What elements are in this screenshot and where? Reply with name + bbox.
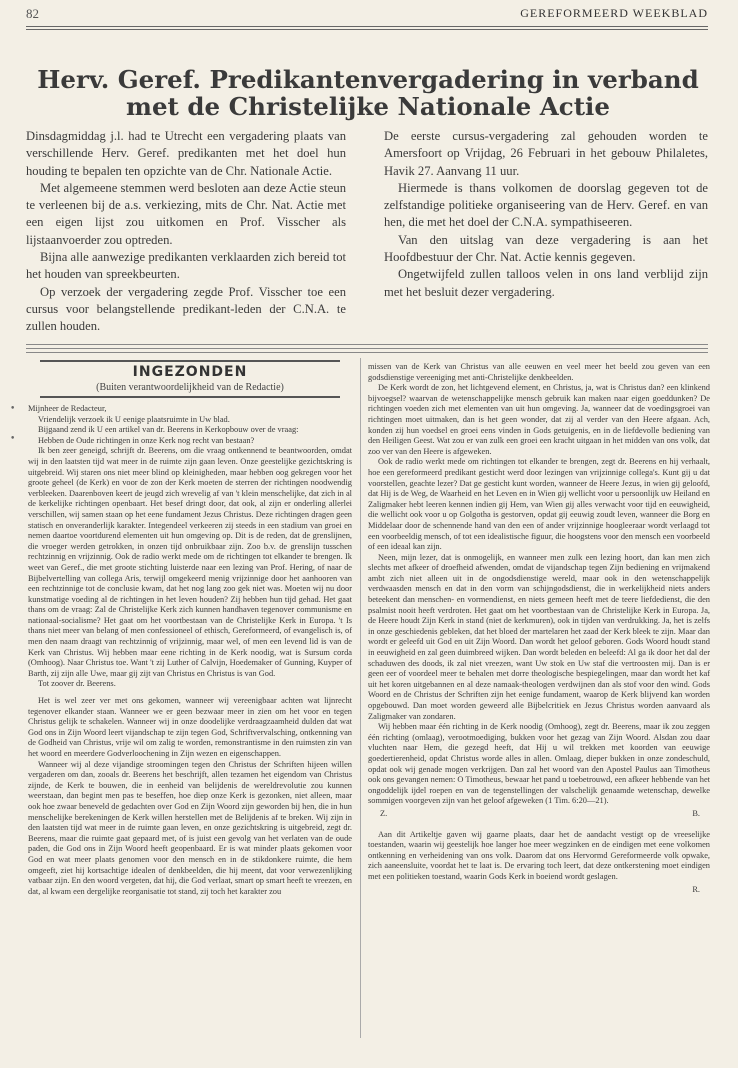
article-title: Herv. Geref. Predikantenvergadering in verband met de Christelijke Nationale Actie <box>37 65 699 121</box>
letter-paragraph: Tot zoover dr. Beerens. <box>38 679 116 689</box>
article-paragraph: Hiermede is thans volkomen de doorslag gegeven tot de zelfstandige politieke organiseering van de Herv. Geref. en van hen, die met het doel der C.N.A. sympathiseeren. <box>384 180 708 230</box>
article-paragraph: Ongetwijfeld zullen talloos velen in ons land verblijd zijn met het besluit dezer vergadering. <box>384 267 708 299</box>
letter-paragraph: missen van de Kerk van Christus van alle eeuwen en veel meer het beeld zou geven van een godsdienstige vereeniging met anti-Christelijke denkbeelden. <box>368 362 710 382</box>
header-rule-2 <box>26 29 708 30</box>
editor-note: Aan dit Artikeltje gaven wij gaarne plaats, daar het de aandacht vestigt op de vreeselijke toestanden, waarin wij geestelijk hoe langer hoe meer wegzinken en de eindigen met eene volkomen ontkenning en verheidening van ons volk. Daarom dat ons Hervormd Gereformeerde volk opwake, zich aaneensluite, voordat het te laat is. De ervaring toch leert, dat deze ontkerstening moet eindigen met een politieken toestand, waarin Gods Kerk in boeiend wordt geslagen. <box>368 829 710 881</box>
letter-right-column <box>368 362 710 895</box>
article-paragraph: Met algemeene stemmen werd besloten aan deze Actie steun te verleenen bij de a.s. verkiezing, mits de Chr. Nat. Actie met een eigen lijst zou uitkomen en Prof. Visscher als lijstaanvoerder zou optreden. <box>26 180 346 247</box>
article-paragraph: Op verzoek der vergadering zegde Prof. Visscher toe een cursus voor belangstellende predikant-leden der C.N.A. te zullen houden. <box>26 284 346 334</box>
letter-paragraph: Wanneer wij al deze vijandige stroomingen tegen den Christus der Schriften hijeen willen vergaderen om dan, zooals dr. Beerens het beschrijft, allen tezamen het eigendom van Christus zijnde, de Kerk te bouwen, die in eenheid van belijdenis de wereldrevolutie zou kunnen weerstaan, dan begint men pas te beseffen, hoe diep onze Kerk is gezonken, niet alleen, maar ook hoe zwaar beneveld de gedachten over God en Zijn Woord zijn geworden bij hen, die in hun menschelijke berekeningen de Kerk willen herstellen met de Belijdenis af te breken. Wij zijn in den laatsten tijd wat meer in de ruimte gaan leven, en onze gezichtskring is uitgebreid, zegt dr. Beerens, maar die ruimte gaat gepaard met, of is juist een gevolg van het verlaten van de oude paden, die God ons in Zijn Woord heeft geopenbaard. Er is wat minder plaats gekomen voor God en wat meer plaats genomen voor den mensch en in de stikdonkere ruimte, die hem omgeeft, ziet hij kortsachtige idealen of denkbeelden, die hij meent, dat voor verwezenlijking vatbaar zijn. En den woord vergeten, dat hij, die God verlaat, smart op smart heeft te vreezen, en dat, al kwam een dergelijke reorganisatie tot stand, zij toch het karakter zou <box>28 759 352 896</box>
signature-right: B. <box>692 808 700 818</box>
letter-paragraph: Wij hebben maar één richting in de Kerk noodig (Omhoog), zegt dr. Beerens, maar ik zou zeggen één richting (omlaag), verootmoediging, bukken voor het gezag van Zijn Woord. Alsdan zou daar vluchten naar Hem, die gezegd heeft, dat Hij u wil trekken met koorden van eeuwige goedertierenheid, opdat Christus worde alles in allen. Omlaag, dieper bukken in onze zondeschuld, opdat ook wij genade mogen verkrijgen. Dan zal het woord van den Apostel Paulus aan Timotheus ook ons gevangen nemen: O Timotheus, bewaar het pand u toebetrouwd, een afkeer hebbende van het ongoddelijk ijdel roepen en van de tegenstellingen der valschelijk genaamde wetenschap, dewelke sommigen voorgeven zijn van het geloof afgeweken (1 Tim. 6:20—21). <box>368 722 710 806</box>
section-rule-3 <box>26 352 708 353</box>
letter-paragraph: Bijgaand zend ik U een artikel van dr. Beerens in Kerkopbouw over de vraag: <box>38 425 299 435</box>
page-number: 82 <box>26 6 39 21</box>
box-rule-top <box>40 360 340 362</box>
letter-paragraph: Ik ben zeer geneigd, schrijft dr. Beerens, om die vraag ontkennend te beantwoorden, omdat wij in den laatsten tijd wat meer in de ruimte zijn gaan leven. Onze geestelijke gezichtskring is uitgebreid. Wij staren ons niet meer blind op kleinigheden, maar hebben oog gekregen voor het groote geheel (de Kerk) en voor de zon der Kerk moeten de sterren der richtingen noodwendig verbleeken. Daarenboven keert de jeugd zich wrevelig af van 't klein menschelijke, dat zich in al de kerkelijke richtingen openbaart. Het besef dringt door, dat ook, al zijn er onderling allerlei verschillen, wij samen staan op het eene fundament Jezus Christus. Deze richtingen dragen geen statisch en onveranderlijk karakter. Integendeel verkeeren zij steeds in een stadium van groei en nemen daartoe voortdurend elementen uit hun omgeving op. Dit is de reden, dat de grenslijnen, die vroeger werden getrokken, in onzen tijd onbruikbaar zijn. Zoo b.v. de grenslijn tusschen rechtzinnig en vrijzinnig. Ook de radio werkt mede om de richtingen tot elkander te brengen. Ik weet van Geref., die met groote stichting luisterde naar een lezing van Prof. Hering, of naar de Bijbelvertelling van collega Aris, terwijl omgekeerd menig vrijzinnige door het aanhooren van een rechtzinnige tot de conclusie kwam, dat het nog lang zoo gek niet was. Moeten wij nu door kunstmatige voeding al de richtingen in het leven houden? Zij hebben hun tijd gehad. Het gaat thans om de vraag: Zal de Christelijke Kerk zich kunnen handhaven tegenover communisme en nationaal-socialisme? Het gaat om het voortbestaan van de Christelijke Kerk in Europa. 't Is thans niet meer van belang of men confessioneel of ethisch, Gereformeerd, of evangelisch is, of men den naam draagt van rechtzinnig of vrijzinnig, maar wel, of men een levend lid is van de Kerk van Christus. Wij hebben maar eene richting in de Kerk noodig, wat is Sursum corda (Omhoog). Naar Christus toe. Want 't zij Luther of Calvijn, Hoedemaker of Gunning, Kuyper of Barth, zij zijn alle Uwe, maar gij zijt van Christus en Christus is van God. <box>28 446 352 678</box>
letter-paragraph: Ook de radio werkt mede om richtingen tot elkander te brengen, zegt dr. Beerens en hij verhaalt, hoe een gereformeerd predikant gesticht werd door lezingen van vrijzinnige collega's. Kunt gij u dat voorstellen, geachte lezer? Dat ge gesticht kunt worden, wanneer de Heere Jezus, in wien gij geloofd, dat Hij is de Weg, de Waarheid en het Leven en in Wien gij wellicht voor u persoonlijk uw Heiland en Zaligmaker hebt leeren kennen indien gij Hem, van Wien gij alles verwacht voor tijd en eeuwigheid, die wellicht ook voor u op Golgotha is gestorven, opdat gij eeuwig zoudt leven, wanneer die Borg en Middelaar door de schennende hand van den een of ander vrijzinnige hoogleeraar wordt verlaagd tot een voorbeeldig mensch, of tot een idealistische figuur, die hoogstens voor den mensch een voorbeeld of een ideaal kan zijn. <box>368 457 710 552</box>
article-right-column <box>384 128 708 301</box>
letter-paragraph: Hebben de Oude richtingen in onze Kerk nog recht van bestaan? <box>38 435 255 445</box>
box-rule-bottom <box>40 396 340 398</box>
editor-signature: R. <box>692 884 700 894</box>
letter-paragraph: Vriendelijk verzoek ik U eenige plaatsruimte in Uw blad. <box>38 414 230 424</box>
article-paragraph: Van den uitslag van deze vergadering is aan het Hoofdbestuur der Chr. Nat. Actie kennis gegeven. <box>384 232 708 265</box>
publication-title: GEREFORMEERD WEEKBLAD <box>520 6 708 20</box>
letter-signature <box>368 809 710 820</box>
article-paragraph: Dinsdagmiddag j.l. had te Utrecht een vergadering plaats van verschillende Herv. Geref. predikanten met het doel hun houding te bepalen ten opzichte van de Chr. Nationale Actie. <box>26 129 346 178</box>
letter-paragraph: Mijnheer de Redacteur, <box>28 404 107 413</box>
ingezonden-subheading: (Buiten verantwoordelijkheid van de Redactie) <box>96 382 284 393</box>
header-rule <box>26 26 708 27</box>
article-left-column <box>26 128 346 336</box>
section-rule <box>26 344 708 345</box>
margin-mark: • <box>10 434 16 444</box>
margin-mark: • <box>10 404 16 414</box>
letter-paragraph: De Kerk wordt de zon, het lichtgevend element, en Christus, ja, wat is Christus dan? een klinkend bijvoegsel? waarvan de wetenschappelijke mensch gebruik kan maken naar eigen goeddunken? De richtingen voeden zich met elementen van uit hun omgeving. Ja, wanneer dat de voedingsgroei van richtingen moet uitmaken, dan is het geen wonder, dat zij al verder van den Heere afgaan. Ach, konden zij hun voedsel en groei eens vinden in Gods getuigenis, en in de liefdevolle bediening van den Heiligen Geest. Wat zou er van zulk een groei een kracht uitgaan in het midden van ons volk, dat zoo ver van den Heere is afgeweken. <box>368 383 710 456</box>
column-divider <box>360 358 361 1038</box>
editor-signature-row <box>368 885 710 896</box>
signature-left: Z. <box>380 808 388 818</box>
article-paragraph: Bijna alle aanwezige predikanten verklaarden zich bereid tot het houden van spreekbeurten. <box>26 250 346 282</box>
letter-paragraph: Neen, mijn lezer, dat is onmogelijk, en wanneer men zulk een lezing hoort, dan kan men zich slechts met afkeer of droefheid afwenden, omdat de vijandschap tegen Zijn bediening en vrijmakend ambt zich niet alleen uit in de ongodsdienstige wereld, maar ook in den wetenschappelijk verdwaasden mensch en dat in den vorm van schijngodsdienst, die in werkelijkheid niets anders beteekent dan menschen- en vormendienst, en niets gemeen heeft met de teere liefdedienst, die den psalmist nooit heeft verdroten. Het gaat om het voortbestaan van de Christelijke Kerk in Europa. Ja, de Heere houdt Zijn Kerk in stand (niet de kerkmuren), ook in tijden van verdrukking. Ja, het is zelfs in onze geschiedenis gebleken, dat het bloed der martelaren het zaad der Kerk bleek te zijn. Maar dan wordt er geleefd uit God en uit Zijn Woord. Dan wordt het geloof geboren. Gods Woord houdt stand in eeuwigheid en zal geen duimbreed wijken. Dan wordt beleden en beleefd: Al ga ik door het dal der schaduwen des doods, ik zal niet vreezen, want Uw stok en Uw staf die vertroosten mij. Dan is er geen eer of voordeel meer te behalen met dorre theologische bespiegelingen, maar dan wordt het kaf uit het koren uitgebannen en al deze namaak-theologen verdwijnen dan als stof voor den wind. Gods Woord en de Christus der Schriften zijn het eenige fundament, waarop de Kerk blijvend kan worden opgebouwd. Dan moet worden geweerd alle Bijbelcritiek en Jezus Christus worden aanvaard als Zaligmaker van zondaren. <box>368 552 710 721</box>
ingezonden-heading: INGEZONDEN <box>132 364 248 380</box>
article-paragraph: De eerste cursus-vergadering zal gehouden worden te Amersfoort op Vrijdag, 26 Februari in het gebouw Philaletes, Havik 27. Aanvang 11 uur. <box>384 129 708 178</box>
letter-left-column <box>28 404 352 897</box>
page-header <box>26 6 708 22</box>
section-rule-2 <box>26 348 708 349</box>
letter-paragraph: Het is wel zeer ver met ons gekomen, wanneer wij vereenigbaar achten wat lijnrecht tegenover elkander staan. Wanneer we er geen bezwaar meer in zien om het voor en tegen Christus gelijk te schakelen. Wanneer wij in onze doodelijke verdraagzaamheid dulden dat wat God ons in Zijn Woord leert vijandschap te zijn tegen God, Schriftvervalsching, ontkenning van de Godheid van Christus, vrije wil om zalig te worden, remonstrantisme in den ruimsten zin van het woord en meerdere Godverloochening in Zijn wezen en eigenschappen. <box>28 696 352 758</box>
